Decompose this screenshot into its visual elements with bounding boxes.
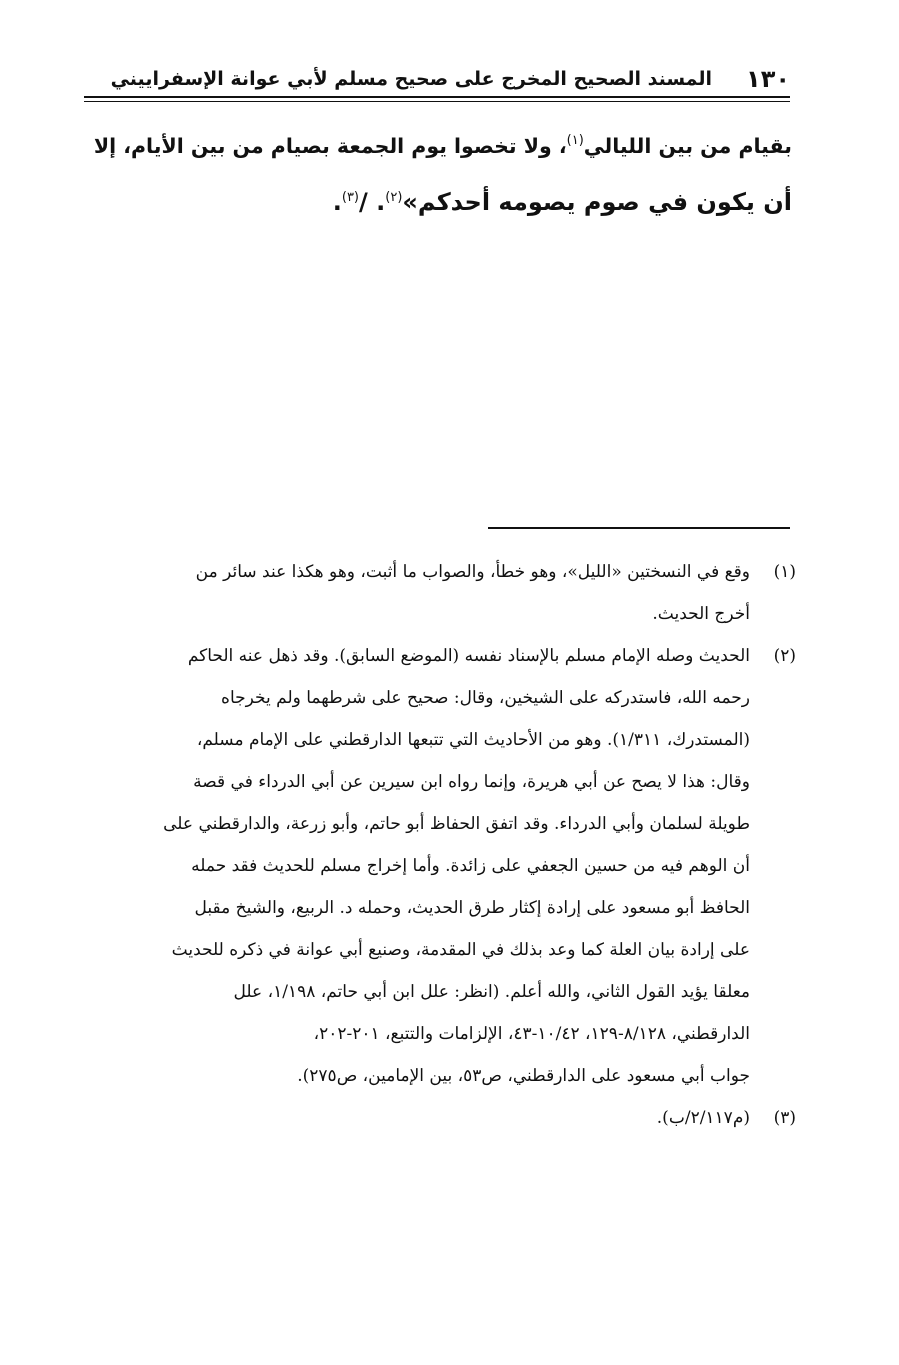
footnote-line: جواب أبي مسعود على الدارقطني، ص٥٣، بين الإمامين، ص٢٧٥). [297,1066,750,1086]
footnote-text [84,551,750,635]
page-header [84,62,790,96]
footnote-number: (٢) [773,646,796,666]
main-text [84,118,792,230]
footnote-line: أن الوهم فيه من حسين الجعفي على زائدة. وأما إخراج مسلم للحديث فقد حمله [191,856,750,876]
footnote-2 [84,635,796,1097]
footnote-line: الحديث وصله الإمام مسلم بالإسناد نفسه (الموضع السابق). وقد ذهل عنه الحاكم [187,646,750,666]
main-text-segment: . [332,188,342,216]
footnote-line: وقع في النسختين «الليل»، وهو خطأ، والصواب ما أثبت، وهو هكذا عند سائر من [195,562,750,582]
footnote-line: رحمه الله، فاستدركه على الشيخين، وقال: صحيح على شرطهما ولم يخرجاه [221,688,750,708]
footnote-line: الحافظ أبو مسعود على إرادة إكثار طرق الحديث، وحمله د. الربيع، والشيخ مقبل [194,898,750,918]
footnote-ref-2: (٢) [385,190,403,205]
footnote-ref-3: (٣) [341,190,359,205]
footnote-line: (م٢/١١٧/ب). [656,1108,750,1128]
footnote-number: (٣) [773,1108,796,1128]
header-rule [84,96,790,98]
footnote-separator [488,527,790,529]
footnote-line: وقال: هذا لا يصح عن أبي هريرة، وإنما رواه ابن سيرين عن أبي الدرداء في قصة [193,772,750,792]
footnote-text [84,635,750,1097]
footnote-text [84,1097,750,1139]
header-rule-thin [84,101,790,102]
main-text-segment: ، ولا تخصوا يوم الجمعة بصيام من بين الأيام، إلا [93,134,567,158]
footnote-ref-1: (١) [566,133,584,148]
main-text-segment: بقيام من بين الليالي [583,134,792,158]
running-title: المسند الصحيح المخرج على صحيح مسلم لأبي عوانة الإسفراييني [110,68,713,90]
footnote-number: (١) [773,562,796,582]
footnote-line: طويلة لسلمان وأبي الدرداء. وقد اتفق الحفاظ أبو حاتم، وأبو زرعة، والدارقطني على [163,814,750,834]
main-text-segment: أن يكون في صوم يصومه أحدكم» [402,188,792,216]
footnote-1 [84,551,796,635]
footnotes [84,551,796,1139]
footnote-line: الدارقطني، ٨/١٢٨-١٢٩، ١٠/٤٢-٤٣، الإلزامات والتتبع، ٢٠١-٢٠٢، [313,1024,750,1044]
main-text-line-1 [84,118,792,174]
footnote-3 [84,1097,796,1139]
main-text-segment: . / [359,188,386,216]
footnote-line: معلقا يؤيد القول الثاني، والله أعلم. (انظر: علل ابن أبي حاتم، ١/١٩٨، علل [233,982,750,1002]
footnote-line: على إرادة بيان العلة كما وعد بذلك في المقدمة، وصنيع أبي عوانة في ذكره للحديث [171,940,750,960]
footnote-line: أخرج الحديث. [652,604,750,624]
footnote-line: (المستدرك، ١/٣١١). وهو من الأحاديث التي تتبعها الدارقطني على الإمام مسلم، [196,730,750,750]
main-text-line-2 [84,174,792,230]
page-number: ١٣٠ [746,65,790,93]
